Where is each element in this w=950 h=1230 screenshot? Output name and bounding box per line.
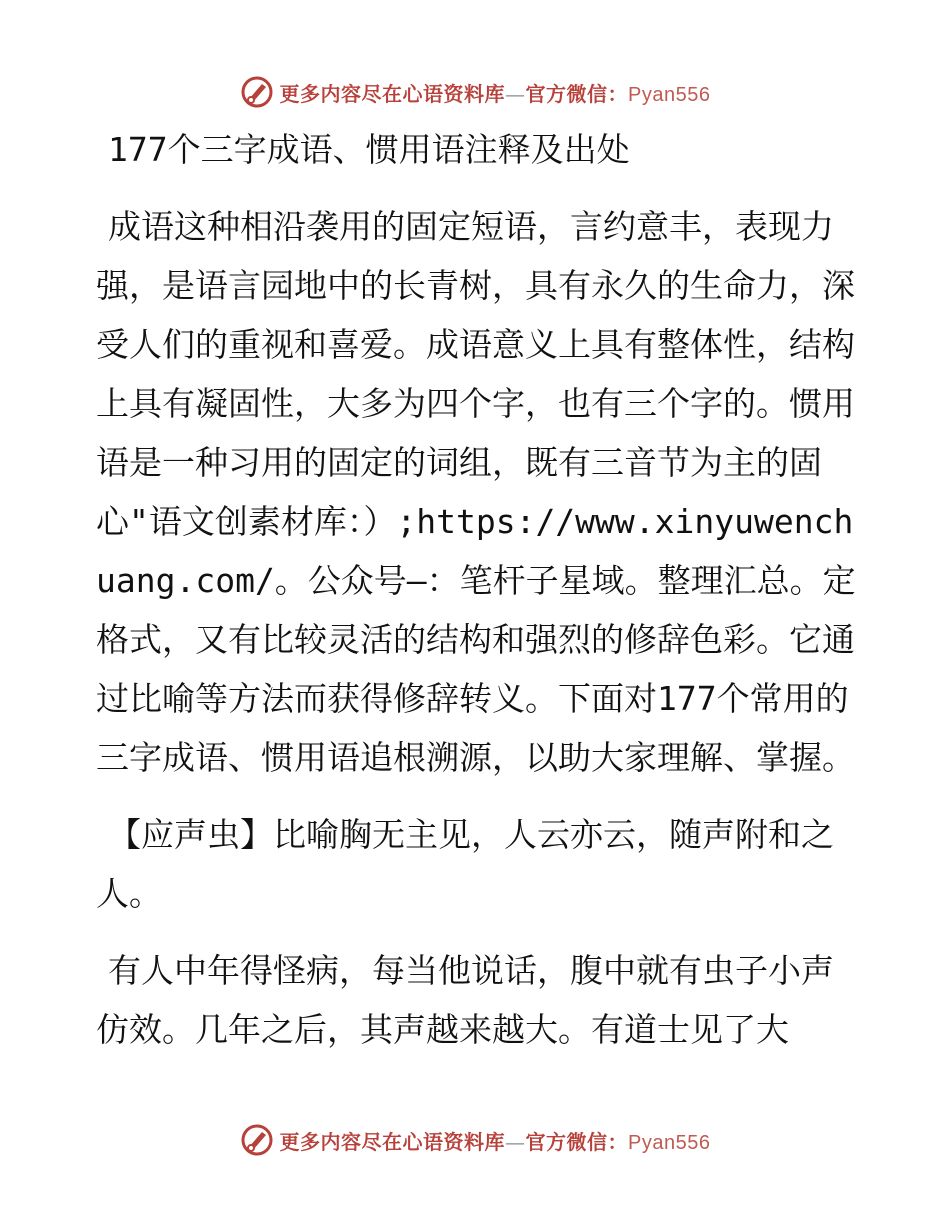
entry-definition-text: 比喻胸无主见，人云亦云，随声附和之人。 — [96, 815, 834, 913]
entry-definition — [96, 805, 856, 923]
banner-wechat-label: 官方微信： — [525, 1129, 629, 1154]
banner-separator: — — [505, 81, 526, 106]
entry-heading: 【应声虫】 — [108, 815, 273, 854]
banner-site-name: 更多内容尽在心语资料库 — [279, 1129, 506, 1154]
document-body — [96, 120, 856, 1059]
footer-banner — [0, 1120, 950, 1160]
banner-site-name: 更多内容尽在心语资料库 — [279, 81, 506, 106]
document-title: 177个三字成语、惯用语注释及出处 — [108, 130, 630, 169]
logo-icon — [240, 75, 274, 109]
header-banner — [0, 72, 950, 112]
banner-text — [280, 78, 711, 107]
entry-story: 有人中年得怪病，每当他说话，腹中就有虫子小声仿效。几年之后，其声越来越大。有道士见了大 — [96, 951, 834, 1049]
banner-wechat-id: Pyan556 — [628, 83, 711, 106]
intro-paragraph: 成语这种相沿袭用的固定短语，言约意丰，表现力强，是语言园地中的长青树，具有永久的生命力，深受人们的重视和喜爱。成语意义上具有整体性，结构上具有凝固性，大多为四个字，也有三个字的。惯用语是一种习用的固定的词组，既有三音节为主的固心"语文创素材库：）;https://www.xinyuwenchuang.com/。公众号—：笔杆子星域。整理汇总。定格式，又有比较灵活的结构和强烈的修辞色彩。它通过比喻等方法而获得修辞转义。下面对177个常用的三字成语、惯用语追根溯源，以助大家理解、掌握。 — [96, 207, 856, 777]
banner-wechat-id: Pyan556 — [628, 1131, 711, 1154]
logo-icon — [240, 1123, 274, 1157]
banner-separator: — — [505, 1129, 526, 1154]
banner-wechat-label: 官方微信： — [525, 81, 629, 106]
banner-text — [280, 1126, 711, 1155]
